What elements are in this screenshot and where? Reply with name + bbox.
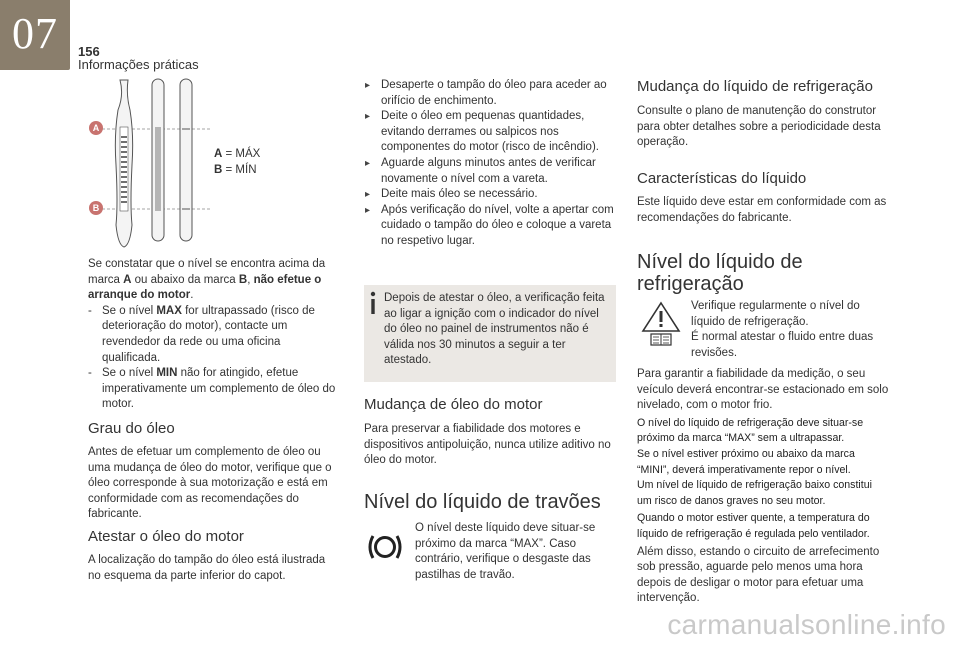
paragraph: Se o nível estiver próximo ou abaixo da marca “MINI”, deverá imperativamente repor o nível. [637,447,855,476]
dipstick-diagram [80,75,223,250]
coolant-warning-icon [641,301,681,347]
list-item-min: - Se o nível MIN não for atingido, efetue imperativamente um complemento de óleo do motor. [88,366,340,413]
paragraph: Além disso, estando o circuito de arrefecimento sob pressão, aguarde pelo menos uma hora depois de desligar o motor para efetuar uma intervenção. [637,545,880,605]
marker-a: A [89,121,103,135]
filling-steps-list [362,78,618,250]
list-item: ▸ Após verificação do nível, volte a apertar com cuidado o tampão do óleo e coloque a vareta no respetivo lugar. [362,203,618,250]
heading-grau-oleo: Grau do óleo [88,420,175,437]
watermark: carmanualsonline.info [667,609,946,640]
list-item: ▸ Desaperte o tampão do óleo para aceder ao orifício de enchimento. [362,78,618,109]
heading-nivel-travoes: Nível do líquido de travões [364,491,601,513]
info-text: Depois de atestar o óleo, a verificação feita ao ligar a ignição com o indicador do nível do óleo no painel de instrumentos não é válida nos 30 minutos a seguir a ter atestado. [384,292,605,367]
heading-line-1: Nível do líquido de [637,251,803,273]
paragraph: Quando o motor estiver quente, a temperatura do líquido de refrigeração é regulada pelo ventilador. [637,512,870,540]
list-item-max: - Se o nível MAX for ultrapassado (risco de deterioração do motor), contacte um revendedor da rede ou uma oficina qualificada. [88,304,340,366]
diagram-legend [214,147,260,178]
paragraph: Um nível de líquido de refrigeração baixo constitui um risco de danos graves no seu motor. [637,479,872,507]
caracteristicas-text: Este líquido deve estar em conformidade com as recomendações do fabricante. [637,196,887,224]
paragraph: O nível do líquido de refrigeração deve situar-se próximo da marca “MAX” sem a ultrapassar. [637,416,864,445]
heading-atestar-oleo: Atestar o óleo do motor [88,528,244,545]
legend-a-text: = MÁX [222,148,261,160]
list-item: ▸ Deite o óleo em pequenas quantidades, evitando derrames ou salpicos nos componentes do motor (risco de incêndio). [362,109,618,156]
nivel-refrigeracao-icon-text: Verifique regularmente o nível do líquido de refrigeração. É normal atestar o fluido entre duas revisões. [691,300,874,359]
heading-line-2: refrigeração [637,273,744,295]
chapter-tab [0,0,70,70]
paragraph: Para garantir a fiabilidade da medição, o seu veículo deverá encontrar-se estacionado em solo nivelado, com o motor frio. [637,368,889,412]
marker-b: B [89,201,103,215]
left-column [88,257,340,413]
grau-oleo-text: Antes de efetuar um complemento de óleo ou uma mudança de óleo do motor, verifique que o óleo corresponde à sua motorização e está em conformidade com as recomendações do fabricante. [88,446,332,521]
brake-warning-icon [366,533,404,561]
legend-min [214,163,260,179]
heading-mudanca-refrigeracao: Mudança do líquido de refrigeração [637,78,873,95]
legend-max [214,147,260,163]
heading-caracteristicas: Características do líquido [637,170,807,187]
heading-mudanca-oleo: Mudança de óleo do motor [364,396,543,413]
heading-nivel-refrigeracao [637,251,803,295]
section-title: Informações práticas [78,57,199,72]
chapter-number: 07 [12,9,58,58]
page-number: 156 [78,44,100,59]
legend-a-key: A [214,148,223,160]
legend-b-key: B [214,163,223,176]
level-warning-intro: Se constatar que o nível se encontra acima da marca A ou abaixo da marca B, não efetue o arranque do motor. [88,258,326,302]
atestar-oleo-text: A localização do tampão do óleo está ilustrada no esquema da parte inferior do capot. [88,554,326,582]
refrigeracao-paragraphs [637,367,889,607]
list-item: ▸ Aguarde alguns minutos antes de verificar novamente o nível com a vareta. [362,156,618,187]
legend-b-text: = MÍN [222,163,257,176]
info-icon [367,291,379,315]
mudanca-refrigeracao-text: Consulte o plano de manutenção do construtor para obter detalhes sobre a periodicidade desta operação. [637,105,881,149]
list-item: ▸ Deite mais óleo se necessário. [362,187,618,203]
travoes-text: O nível deste líquido deve situar-se próximo da marca “MAX”. Caso contrário, verifique o desgaste das pastilhas de travão. [415,522,596,581]
mudanca-oleo-text: Para preservar a fiabilidade dos motores e dispositivos antipoluição, nunca utilize aditivo no óleo do motor. [364,423,611,467]
